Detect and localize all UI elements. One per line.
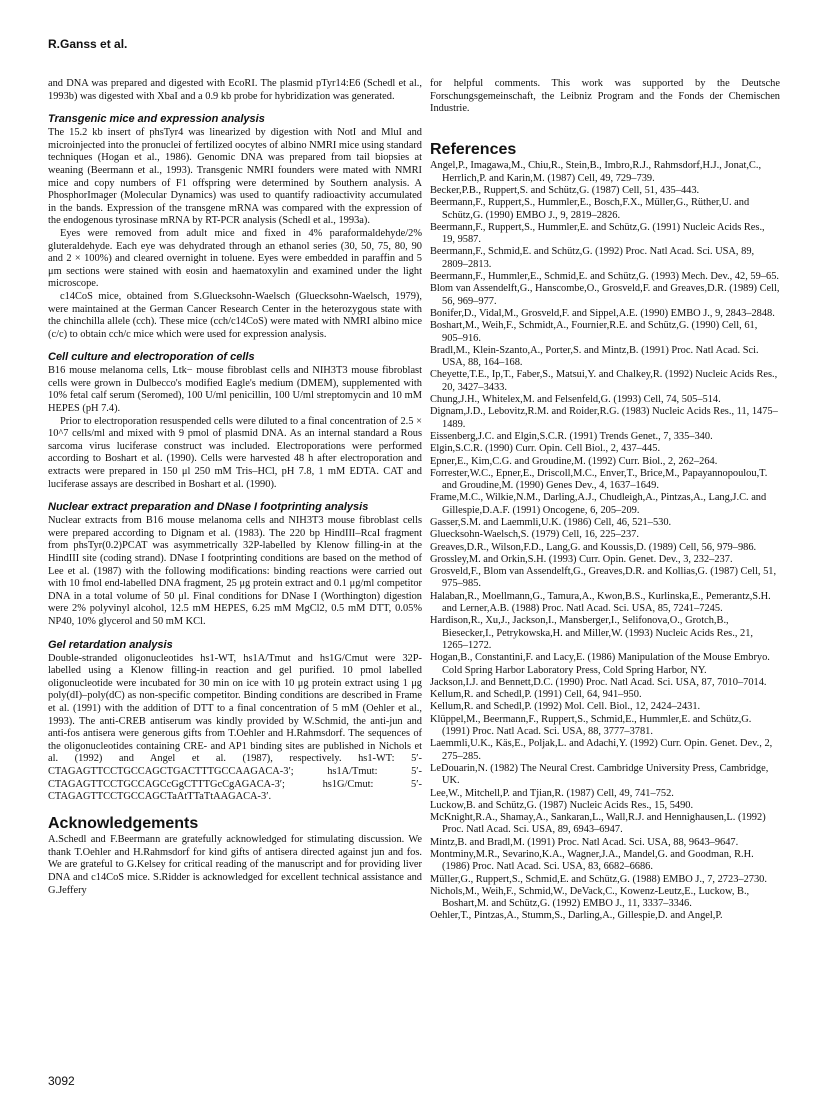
reference-entry: Blom van Assendelft,G., Hanscombe,O., Grosveld,F. and Greaves,D.R. (1989) Cell, 56, 969–977. [430,283,780,307]
reference-entry: Kellum,R. and Schedl,P. (1992) Mol. Cell. Biol., 12, 2424–2431. [430,701,701,713]
section-heading-cell-culture: Cell culture and electroporation of cells [48,351,255,364]
paragraph: B16 mouse melanoma cells, Ltk− mouse fibroblast cells and NIH3T3 mouse fibroblast cells were grown in Dulbecco's modified Eagle's medium (DMEM), supplemented with 10% fetal calf serum (Seromed), 100 U/ml penicillin, 100 U/ml streptomycin and 10 mM HEPES (pH 7.4). [48,365,422,415]
acknowledgements-text: A.Schedl and F.Beermann are gratefully acknowledged for stimulating discussion. We thank T.Oehler and H.Rahmsdorf for kind gifts of antisera directed against jun and fos. We are grateful to G.Kelsey for critical reading of the manuscript and for providing liver DNA and c14CoS mice. S.Ridder is acknowledged for excellent technical assistance and G.Jeffery [48,834,422,896]
acknowledgements-continued: for helpful comments. This work was supported by the Deutsche Forschungsgemeinschaft, the Leibniz Program and the Fonds der Chemischen Industrie. [430,78,780,115]
reference-entry: Klüppel,M., Beermann,F., Ruppert,S., Schmid,E., Hummler,E. and Schütz,G. (1991) Proc. Natl Acad. Sci. USA, 88, 3777–3781. [430,713,752,738]
reference-entry: Angel,P., Imagawa,M., Chiu,R., Stein,B., Imbro,R.J., Rahmsdorf,H.J., Jonat,C., Herrlich,P. and Karin,M. (1987) Cell, 49, 729–739. [430,160,762,184]
reference-entry: Beermann,F., Ruppert,S., Hummler,E. and Schütz,G. (1991) Nucleic Acids Res., 19, 9587. [430,221,765,246]
reference-entry: Kellum,R. and Schedl,P. (1991) Cell, 64, 941–950. [430,689,642,701]
left-column [48,78,422,897]
reference-list [430,160,780,922]
reference-entry: Bonifer,D., Vidal,M., Grosveld,F. and Sippel,A.E. (1990) EMBO J., 9, 2843–2848. [430,307,775,319]
reference-entry: Grosveld,F., Blom van Assendelft,G., Greaves,D.R. and Kollias,G. (1987) Cell, 51, 975–985. [430,566,777,590]
paragraph: Double-stranded oligonucleotides hs1-WT, hs1A/Tmut and hs1G/Cmut were 32P-labelled using a Klenow filling-in reaction and gel purified. 10 pmol labelled oligonucleotide were incubated for 30 min on ice with 10 μg protein extract using 1 μg poly(dI)–poly(dC) as non-specific competitor. Binding conditions are described in Frame et al. (1991) with the addition of DTT to a final concentration of 5 mM (Oehler et al., 1993). The anti-CREB antiserum was kindly provided by W.Schmid, the anti-jun and anti-fos antisera were generous gifts from T.Oehler and H.Rahmsdorf. The sequences of the oligonucleotides containing CRE- and AP1 binding sites are published in Nichols et al. (1992) and Angel et al. (1987), respectively. hs1-WT: 5′-CTAGAGTTCCTGCCAGCTGACTTTGCCAAGACA-3′; hs1A/Tmut: 5′-CTAGAGTTCCTGCCAGCcGgCTTTGcCgAGACA-3′; hs1G/Cmut: 5′-CTAGAGTTCCTGCCAGCTaAtTTaTtAAGACA-3′. [48,652,422,803]
reference-entry: Hardison,R., Xu,J., Jackson,I., Mansberger,I., Selifonova,O., Grotch,B., Biesecker,I., Petrykowska,H. and Miller,W. (1993) Nucleic Acids Res., 21, 1265–1272. [430,615,754,651]
reference-entry: Laemmli,U.K., Käs,E., Poljak,L. and Adachi,Y. (1992) Curr. Opin. Genet. Dev., 2, 275–285. [430,738,773,762]
intro-paragraph: and DNA was prepared and digested with EcoRI. The plasmid pTyr14:E6 (Schedl et al., 1993b) was digested with XbaI and a 0.9 kb probe for hybridization was generated. [48,78,422,102]
reference-entry: Hogan,B., Constantini,F. and Lacy,E. (1986) Manipulation of the Mouse Embryo. Cold Spring Harbor Laboratory Press, Cold Spring Harbor, NY. [430,652,770,676]
reference-entry: Luckow,B. and Schütz,G. (1987) Nucleic Acids Res., 15, 5490. [430,799,694,811]
paragraph: Eyes were removed from adult mice and fixed in 4% paraformaldehyde/2% gluteraldehyde. Each eye was dehydrated through an ethanol series (30, 50, 75, 80, 90 and 2 × 100%) and cleared overnight in toluene. Eyes were embedded in paraffin and 5 μm sections were stained with eosin and haematoxylin and examined under the light microscope. [48,227,422,290]
reference-entry: Eissenberg,J.C. and Elgin,S.C.R. (1991) Trends Genet., 7, 335–340. [430,430,713,442]
paragraph: The 15.2 kb insert of phsTyr4 was linearized by digestion with NotI and MluI and microinjected into the pronuclei of fertilized oocytes of albino NMRI mice using standard techniques (Hogan et al., 1986). Genomic DNA was prepared from tail biopsies at weaning (Beermann et al., 1993). Transgenic NMRI founders were mated with NMRI mice and copy numbers of F1 offspring were determined by Southern analysis. A PhosphorImager (Molecular Dynamics) was used to quantify radioactivity accumulated in the bands. Expression of the transgene mRNA was compared with the expression of the endogenous tyrosinase mRNA by RT-PCR analysis (Schedl et al., 1993a). [48,127,422,227]
reference-entry: Greaves,D.R., Wilson,F.D., Lang,G. and Koussis,D. (1989) Cell, 56, 979–986. [430,541,757,553]
reference-entry: Halaban,R., Moellmann,G., Tamura,A., Kwon,B.S., Kurlinska,E., Pemerantz,S.H. and Lerner,A.B. (1988) Proc. Natl Acad. Sci. USA, 85, 7241–7245. [430,590,771,615]
reference-entry: Müller,G., Ruppert,S., Schmid,E. and Schütz,G. (1988) EMBO J., 7, 2723–2730. [430,873,767,885]
reference-entry: Elgin,S.C.R. (1990) Curr. Opin. Cell Biol., 2, 437–445. [430,443,661,455]
reference-entry: Beermann,F., Schmid,E. and Schütz,G. (1992) Proc. Natl Acad. Sci. USA, 89, 2809–2813. [430,246,755,270]
reference-entry: Dignam,J.D., Lebovitz,R.M. and Roider,R.G. (1983) Nucleic Acids Res., 11, 1475–1489. [430,406,778,430]
reference-entry: Nichols,M., Weih,F., Schmid,W., DeVack,C., Kowenz-Leutz,E., Luckow, B., Boshart,M. and Schütz,G. (1992) EMBO J., 11, 3337–3346. [430,885,750,910]
section-heading-transgenic: Transgenic mice and expression analysis [48,113,265,126]
page-number: 3092 [48,1074,75,1088]
reference-entry: McKnight,R.A., Shamay,A., Sankaran,L., Wall,R.J. and Hennighausen,L. (1992) Proc. Natl Acad. Sci. USA, 89, 6943–6947. [430,812,766,836]
reference-entry: Gluecksohn-Waelsch,S. (1979) Cell, 16, 225–237. [430,529,639,541]
section-heading-gel-retardation: Gel retardation analysis [48,638,173,651]
reference-entry: Chung,J.H., Whitelex,M. and Felsenfeld,G. (1993) Cell, 74, 505–514. [430,394,721,406]
section-heading-nuclear-extract: Nuclear extract preparation and DNase I footprinting analysis [48,501,369,514]
reference-entry: Gasser,S.M. and Laemmli,U.K. (1986) Cell, 46, 521–530. [430,516,672,528]
reference-entry: Oehler,T., Pintzas,A., Stumm,S., Darling,A., Gillespie,D. and Angel,P. [430,910,723,922]
reference-entry: Bradl,M., Klein-Szanto,A., Porter,S. and Mintz,B. (1991) Proc. Natl Acad. Sci. USA, 88, 164–168. [430,344,759,369]
reference-entry: Grossley,M. and Orkin,S.H. (1993) Curr. Opin. Genet. Dev., 3, 232–237. [430,553,733,565]
reference-entry: Jackson,I.J. and Bennett,D.C. (1990) Proc. Natl Acad. Sci. USA, 87, 7010–7014. [430,676,767,688]
right-column [430,78,780,923]
reference-entry: Boshart,M., Weih,F., Schmidt,A., Fournier,R.E. and Schütz,G. (1990) Cell, 61, 905–916. [430,320,758,344]
reference-entry: Beermann,F., Hummler,E., Schmid,E. and Schütz,G. (1993) Mech. Dev., 42, 59–65. [430,271,779,283]
reference-entry: Forrester,W.C., Epner,E., Driscoll,M.C., Enver,T., Brice,M., Papayannopoulou,T. and Groudine,M. (1990) Genes Dev., 4, 1637–1649. [430,467,768,492]
reference-entry: Becker,P.B., Ruppert,S. and Schütz,G. (1987) Cell, 51, 435–443. [430,184,700,196]
reference-entry: Lee,W., Mitchell,P. and Tjian,R. (1987) Cell, 49, 741–752. [430,787,674,799]
reference-entry: Cheyette,T.E., Ip,T., Faber,S., Matsui,Y. and Chalkey,R. (1992) Nucleic Acids Res., 20, 3427–3433. [430,369,778,393]
paragraph: c14CoS mice, obtained from S.Gluecksohn-Waelsch (Gluecksohn-Waelsch, 1979), were maintained at the German Cancer Research Center in the heterozygous state with the chinchilla allele (cch). These mice (cch/c14CoS) were mated with NMRI albino mice (c/c) to obtain cch/c mice which were used for expression analysis. [48,290,422,340]
references-heading: References [430,140,517,158]
paragraph: Prior to electroporation resuspended cells were diluted to a final concentration of 2.5 × 10^7 cells/ml and mixed with 9 pmol of plasmid DNA. As an internal standard a Rous sarcoma virus luciferase construct was included. Electroporations were performed according to Boshart et al. (1990). Cells were harvested 48 h after electroporation and extracts were prepared in 150 μl 250 mM Tris–HCl, pH 7.8, 1 mM EDTA. CAT and luciferase assays are described in Boshart et al. (1990). [48,415,422,490]
reference-entry: Frame,M.C., Wilkie,N.M., Darling,A.J., Chudleigh,A., Pintzas,A., Lang,J.C. and Gillespie,D.A.F. (1991) Oncogene, 6, 205–209. [430,492,767,516]
reference-entry: Epner,E., Kim,C.G. and Groudine,M. (1992) Curr. Biol., 2, 262–264. [430,455,718,467]
paragraph: Nuclear extracts from B16 mouse melanoma cells and NIH3T3 mouse fibroblast cells were prepared according to Dignam et al. (1983). The 220 bp HindIII–RcaI fragment from phsTyr(0.2)PCAT was asymmetrically 32P-labelled by Klenow filling-in at the HindIII site (coding strand). DNase I footprinting conditions are based on the method of Lee et al. (1987) with the following modifications: binding reactions were carried out with 10 fmol end-labelled DNA fragment, 25 μg protein extract and 0.1 μg/ml competitor DNA in a total volume of 50 μl. Final conditions for DNase I (Worthington) digestion were 2% polyvinyl alcohol, 12.5 mM HEPES, 6.25 mM MgCl2, 0.5 mM DTT, 0.05% NP40, 10% glycerol and 50 mM KCl. [48,515,422,627]
reference-entry: Beermann,F., Ruppert,S., Hummler,E., Bosch,F.X., Müller,G., Rüther,U. and Schütz,G. (1990) EMBO J., 9, 2819–2826. [430,197,750,221]
reference-entry: LeDouarin,N. (1982) The Neural Crest. Cambridge University Press, Cambridge, UK. [430,762,769,787]
running-head: R.Ganss et al. [48,37,128,51]
reference-entry: Mintz,B. and Bradl,M. (1991) Proc. Natl Acad. Sci. USA, 88, 9643–9647. [430,836,739,848]
reference-entry: Montminy,M.R., Sevarino,K.A., Wagner,J.A., Mandel,G. and Goodman, R.H. (1986) Proc. Natl Acad. Sci. USA, 83, 6682–6686. [430,849,754,873]
acknowledgements-heading: Acknowledgements [48,814,199,832]
